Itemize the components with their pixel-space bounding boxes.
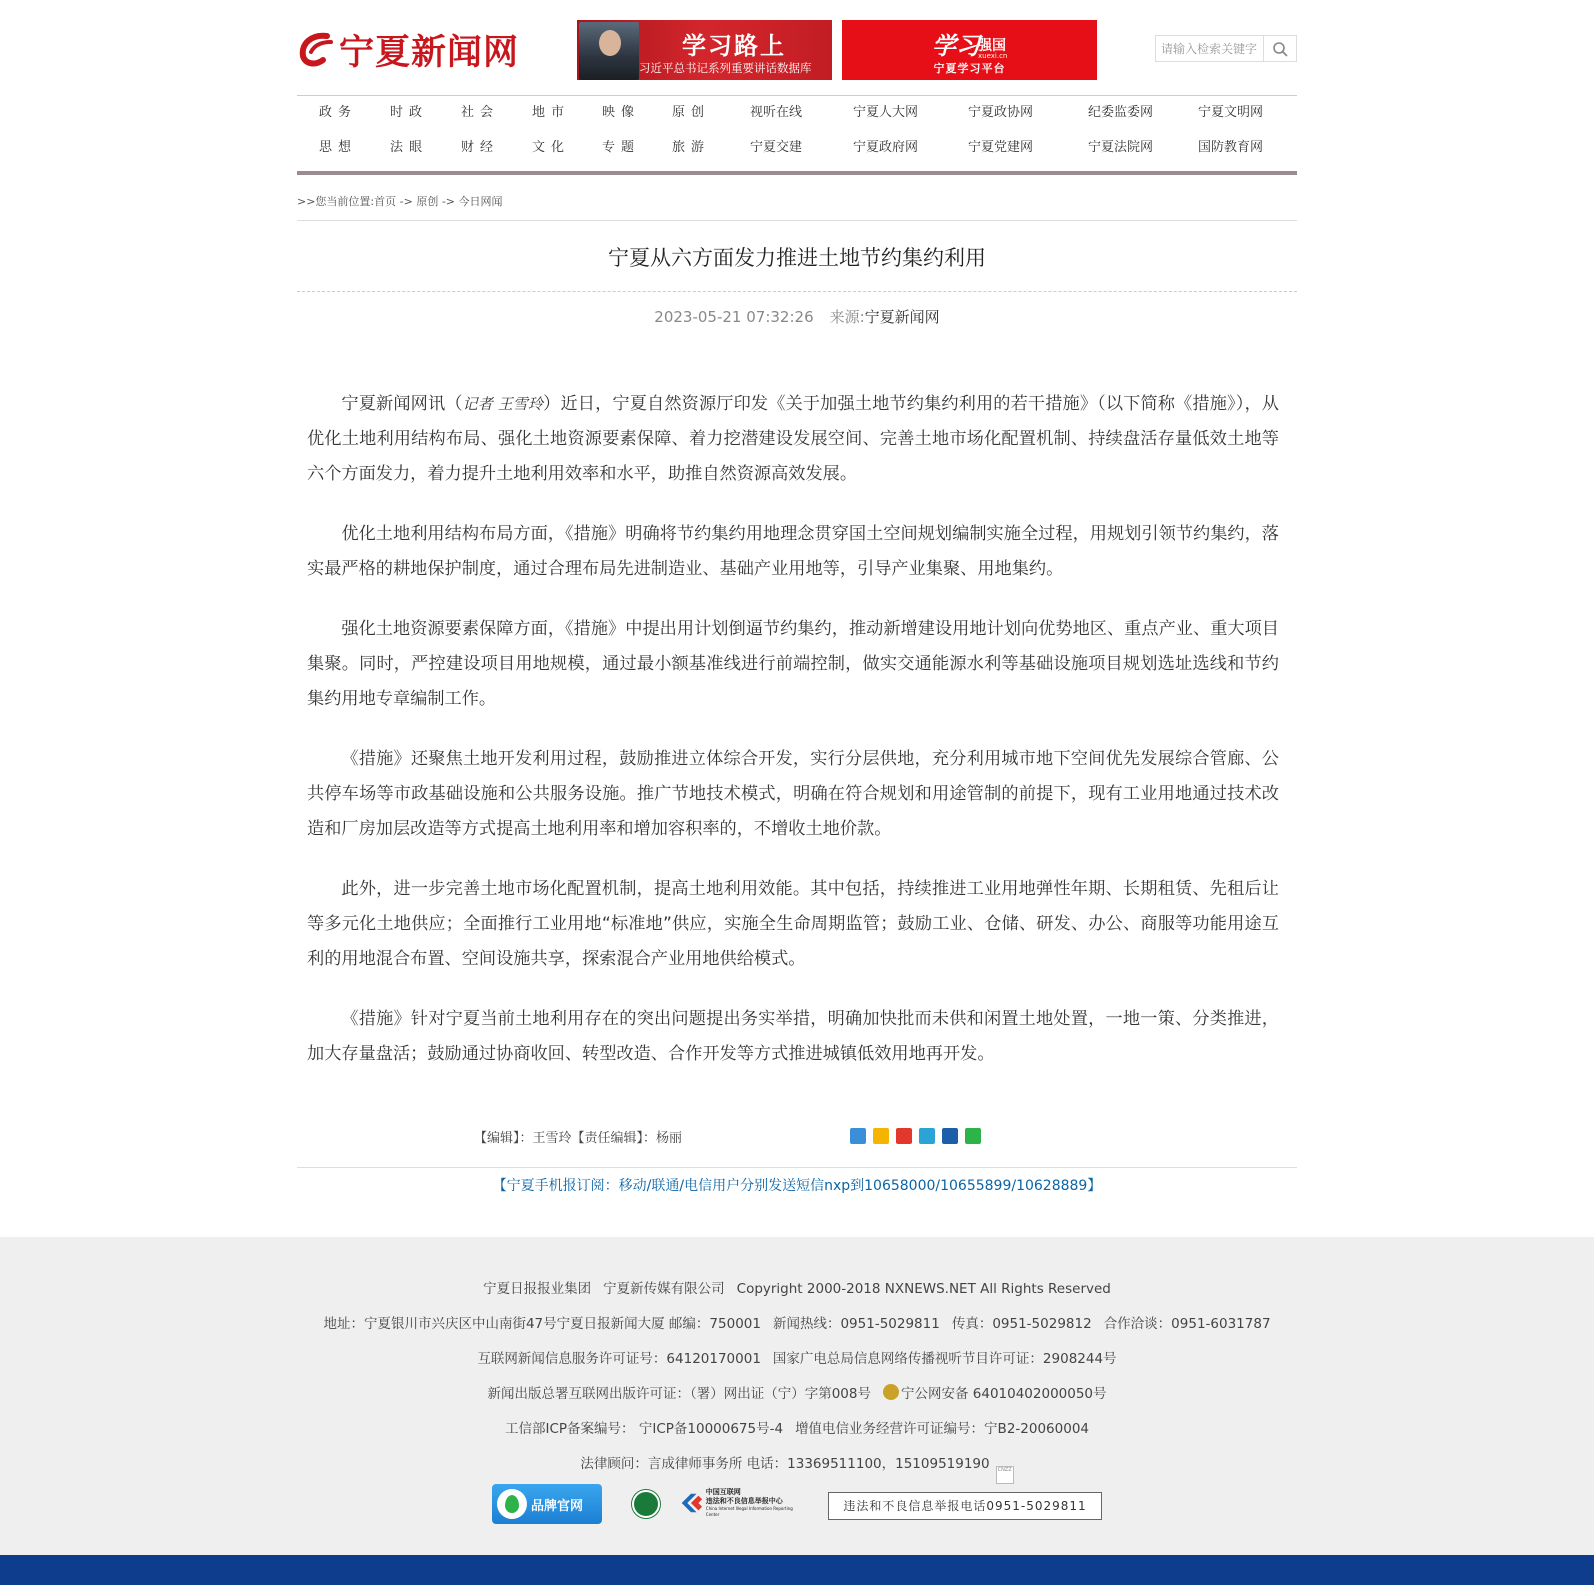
footer-address: 地址：宁夏银川市兴庆区中山南街47号宁夏日报新闻大厦 邮编：750001 bbox=[323, 1316, 761, 1332]
lead-text: ）近日，宁夏自然资源厅印发《关于加强土地节约集约利用的若干措施》（以下简称《措施》），从优化土地利用结构布局、强化土地资源要素保障、着力挖潜建设发展空间、完善土地市场化配置机制、持续盘活存量低效土地等六个方面发力，着力提升土地利用效率和水平，助推自然资源高效发展。 bbox=[307, 394, 1279, 484]
banner-title: 学习路上 bbox=[682, 32, 786, 60]
nav-link[interactable]: 宁夏文明网 bbox=[1198, 105, 1264, 120]
bottom-bar bbox=[0, 1555, 1594, 1585]
footer-fax: 传真：0951-5029812 bbox=[951, 1316, 1092, 1332]
gov-cert-icon[interactable] bbox=[632, 1490, 660, 1518]
search-icon bbox=[1272, 41, 1288, 57]
mobile-subscribe-link[interactable]: 【宁夏手机报订阅：移动/联通/电信用户分别发送短信nxp到10658000/10655899/10628889】 bbox=[492, 1178, 1102, 1194]
footer-line-legal bbox=[0, 1452, 1594, 1484]
source-name: 宁夏新闻网 bbox=[864, 308, 940, 326]
police-badge-icon bbox=[883, 1384, 899, 1400]
breadcrumb-divider bbox=[297, 220, 1297, 221]
search-button[interactable] bbox=[1263, 36, 1296, 61]
breadcrumb-separator: -> bbox=[396, 195, 417, 208]
nav-bottom-bar bbox=[297, 171, 1297, 175]
nav-link[interactable]: 宁夏人大网 bbox=[853, 105, 919, 120]
banner-xuexi-qiangguo[interactable] bbox=[842, 20, 1097, 80]
article-title: 宁夏从六方面发力推进土地节约集约利用 bbox=[608, 246, 986, 270]
editor-credit: 【编辑】：王雪玲【责任编辑】：杨丽 bbox=[474, 1131, 683, 1146]
water-drop-icon bbox=[497, 1489, 527, 1519]
title-divider bbox=[297, 291, 1297, 292]
article-datetime: 2023-05-21 07:32:26 bbox=[654, 308, 814, 326]
banner-study-road[interactable] bbox=[577, 20, 832, 80]
weibo-icon[interactable] bbox=[896, 1128, 912, 1144]
renren-icon[interactable] bbox=[942, 1128, 958, 1144]
report-center-line: China Internet Illegal Information Reporting Center bbox=[705, 1506, 793, 1517]
wechat-icon[interactable] bbox=[965, 1128, 981, 1144]
search-input[interactable] bbox=[1156, 36, 1263, 61]
article-paragraph: 强化土地资源要素保障方面，《措施》中提出用计划倒逼节约集约，推动新增建设用地计划向优势地区、重点产业、重大项目集聚。同时，严控建设项目用地规模，通过最小额基准线进行前端控制，做实交通能源水利等基础设施项目规划选址选线和节约集约用地专章编制工作。 bbox=[307, 619, 1279, 709]
footer-org: 宁夏新传媒有限公司 bbox=[603, 1281, 725, 1297]
lead-prefix: 宁夏新闻网讯（ bbox=[341, 394, 463, 414]
footer-hotline: 新闻热线：0951-5029811 bbox=[772, 1316, 940, 1332]
nav-link[interactable]: 地市 bbox=[532, 105, 571, 120]
banner-calligraphy: 学习 bbox=[932, 31, 980, 60]
logo-text: 宁夏新闻网 bbox=[339, 32, 520, 73]
share-bar bbox=[850, 1128, 981, 1144]
logo-mark-icon bbox=[297, 30, 337, 70]
footer-org: 宁夏日报报业集团 bbox=[483, 1281, 592, 1297]
footer-badges bbox=[0, 1484, 1594, 1524]
report-center-logo-icon bbox=[678, 1489, 706, 1517]
nav-link[interactable]: 宁夏法院网 bbox=[1088, 140, 1154, 155]
nav-link[interactable]: 社会 bbox=[461, 105, 500, 120]
footer-license: 新闻出版总署互联网出版许可证：（署）网出证（宁）字第008号 bbox=[487, 1386, 871, 1402]
banner-subtitle: 习近平总书记系列重要讲话数据库 bbox=[639, 61, 812, 75]
nav-link[interactable]: 政务 bbox=[319, 105, 358, 120]
report-phone-badge[interactable]: 违法和不良信息举报电话0951-5029811 bbox=[828, 1492, 1102, 1520]
footer-line-contact bbox=[0, 1312, 1594, 1332]
subscribe-divider bbox=[297, 1167, 1297, 1168]
breadcrumb-separator: -> bbox=[438, 195, 459, 208]
breadcrumb-home[interactable]: 首页 bbox=[374, 195, 397, 208]
nav-link[interactable]: 旅游 bbox=[672, 140, 711, 155]
article-body bbox=[307, 387, 1279, 1097]
nav-link[interactable]: 财经 bbox=[461, 140, 500, 155]
main-nav bbox=[297, 96, 1297, 170]
footer-telecom-license: 增值电信业务经营许可证编号：宁B2-20060004 bbox=[795, 1421, 1089, 1437]
banner-subtitle: 宁夏学习平台 bbox=[933, 62, 1006, 75]
qzone-icon[interactable] bbox=[873, 1128, 889, 1144]
article-paragraph bbox=[307, 387, 1279, 492]
article-paragraph: 《措施》还聚焦土地开发利用过程，鼓励推进立体综合开发，实行分层供地，充分利用城市地下空间优先发展综合管廊、公共停车场等市政基础设施和公共服务设施。推广节地技术模式，明确在符合规划和用途管制的前提下，现有工业用地通过技术改造和厂房加层改造等方式提高土地利用率和增加容积率的，不增收土地价款。 bbox=[307, 749, 1279, 839]
nav-link[interactable]: 宁夏党建网 bbox=[968, 140, 1034, 155]
nav-link[interactable]: 国防教育网 bbox=[1198, 140, 1264, 155]
article-paragraph: 《措施》针对宁夏当前土地利用存在的突出问题提出务实举措，明确加快批而未供和闲置土地处置，一地一策、分类推进，加大存量盘活；鼓励通过协商收回、转型改造、合作开发等方式推进城镇低效用地再开发。 bbox=[307, 1009, 1279, 1064]
share-more-icon[interactable] bbox=[850, 1128, 866, 1144]
nav-link[interactable]: 宁夏政协网 bbox=[968, 105, 1034, 120]
nav-link[interactable]: 纪委监委网 bbox=[1088, 105, 1154, 120]
brand-site-badge[interactable] bbox=[492, 1484, 602, 1524]
nav-link[interactable]: 宁夏政府网 bbox=[853, 140, 919, 155]
footer-line-icp bbox=[0, 1417, 1594, 1437]
nav-row-1 bbox=[297, 96, 1297, 130]
footer-line-license bbox=[0, 1347, 1594, 1367]
report-center-line: 违法和不良信息举报中心 bbox=[705, 1497, 783, 1505]
footer-license: 国家广电总局信息网络传播视听节目许可证：2908244号 bbox=[772, 1351, 1117, 1367]
nav-link[interactable]: 时政 bbox=[390, 105, 429, 120]
nav-link[interactable]: 思想 bbox=[319, 140, 358, 155]
footer-icp[interactable]: 工信部ICP备案编号： 宁ICP备10000675号-4 bbox=[505, 1421, 784, 1437]
footer-police-record[interactable]: 宁公网安备 64010402000050号 bbox=[900, 1386, 1107, 1402]
banner-title: 强国 bbox=[978, 38, 1006, 54]
report-center-line: 中国互联网 bbox=[705, 1488, 741, 1496]
breadcrumb bbox=[297, 193, 503, 209]
nav-link[interactable]: 专题 bbox=[602, 140, 641, 155]
article-paragraph: 优化土地利用结构布局方面，《措施》明确将节约集约用地理念贯穿国土空间规划编制实施全过程，用规划引领节约集约，落实最严格的耕地保护制度，通过合理布局先进制造业、基础产业用地等，引导产业集聚、用地集约。 bbox=[307, 524, 1279, 579]
tencent-weibo-icon[interactable] bbox=[919, 1128, 935, 1144]
report-center-badge[interactable] bbox=[678, 1488, 800, 1518]
nav-link[interactable]: 文化 bbox=[532, 140, 571, 155]
breadcrumb-original[interactable]: 原创 bbox=[416, 195, 439, 208]
brand-badge-label: 品牌官网 bbox=[531, 1498, 584, 1514]
nav-link[interactable]: 宁夏交建 bbox=[750, 140, 803, 155]
nav-row-2 bbox=[297, 131, 1297, 165]
article-paragraph: 此外，进一步完善土地市场化配置机制，提高土地利用效能。其中包括，持续推进工业用地弹性年期、长期租赁、先租后让等多元化土地供应；全面推行工业用地“标准地”供应，实施全生命周期监管；鼓励工业、仓储、研发、办公、商服等功能用途互利的用地混合布置、空间设施共享，探索混合产业用地供给模式。 bbox=[307, 879, 1279, 969]
nav-link[interactable]: 视听在线 bbox=[750, 105, 803, 120]
nav-link[interactable]: 法眼 bbox=[390, 140, 429, 155]
cnzz-label: CNZZ bbox=[997, 1467, 1012, 1473]
breadcrumb-today[interactable]: 今日网闻 bbox=[458, 195, 503, 208]
article-meta bbox=[297, 306, 1297, 327]
footer-line-publish bbox=[0, 1382, 1594, 1402]
search-box bbox=[1155, 35, 1297, 62]
source-label: 来源: bbox=[829, 308, 865, 326]
footer-copyright: Copyright 2000-2018 NXNEWS.NET All Rights Reserved bbox=[736, 1281, 1111, 1297]
nav-link[interactable]: 原创 bbox=[672, 105, 711, 120]
footer-license: 互联网新闻信息服务许可证号：64120170001 bbox=[477, 1351, 761, 1367]
breadcrumb-prefix: >>您当前位置: bbox=[297, 195, 375, 208]
banner-url: xuexi.cn bbox=[978, 52, 1008, 60]
reporter-name: 记者 王雪玲 bbox=[462, 395, 544, 413]
report-center-text bbox=[706, 1488, 800, 1518]
footer-legal-advisor: 法律顾问：言成律师事务所 电话：13369511100，15109519190 bbox=[580, 1456, 990, 1472]
banner-portrait-image bbox=[579, 22, 639, 80]
cnzz-stats-icon[interactable] bbox=[996, 1466, 1014, 1484]
footer-cooperation: 合作洽谈：0951-6031787 bbox=[1103, 1316, 1271, 1332]
site-logo[interactable] bbox=[297, 22, 527, 78]
nav-link[interactable]: 映像 bbox=[602, 105, 641, 120]
footer-line-copyright bbox=[0, 1277, 1594, 1297]
